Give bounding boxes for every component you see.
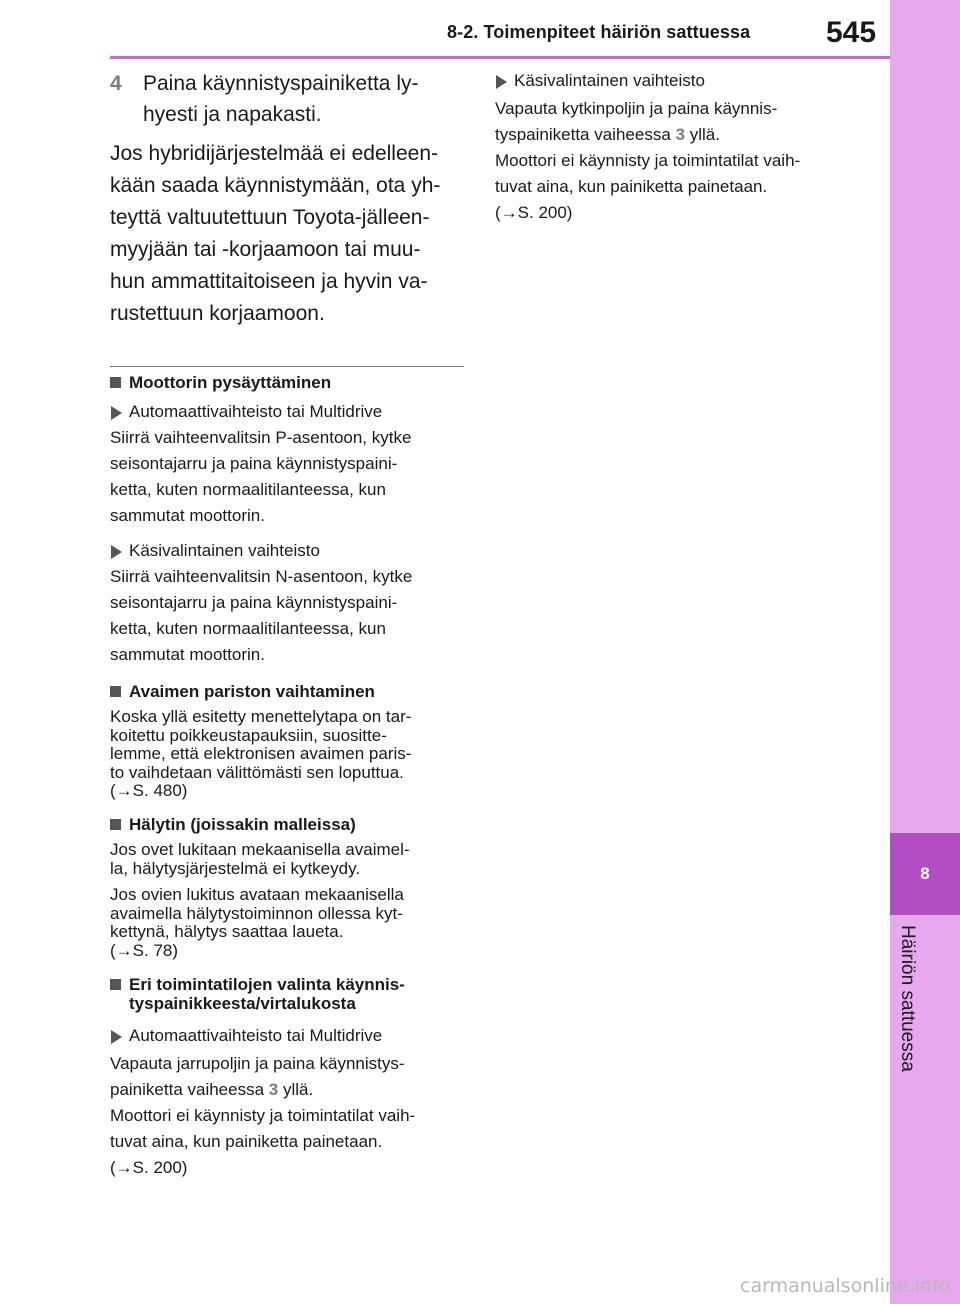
chapter-side-tab (890, 0, 960, 1304)
subheading-manual (495, 68, 855, 94)
intro-paragraph: Jos hybridijärjestelmää ei edelleen- kään saada käynnistymään, ota yh- teyttä valtuutettuun Toyota-jälleen- myyjään tai -korjaamoon tai muu- hun ammattitaitoiseen ja hyvin va- rustettuun korjaamoon. (110, 142, 441, 325)
paragraph-manual-stop: Siirrä vaihteenvalitsin N-asentoon, kytke seisontajarru ja paina käynnistyspaini- ketta, kuten normaalitilanteessa, kun sammutat moottorin. (110, 567, 413, 664)
left-column (110, 68, 464, 1189)
paragraph-power-modes-manual (495, 96, 855, 226)
step-reference: 3 (675, 125, 685, 144)
section-divider (110, 366, 464, 367)
step-4 (110, 68, 464, 130)
heading-alarm (110, 815, 464, 835)
chapter-title: Häiriön sattuessa (897, 925, 918, 1072)
heading-text: Hälytin (joissakin malleissa) (129, 814, 356, 834)
subheading-automatic (110, 1023, 464, 1049)
triangle-bullet-icon (111, 406, 122, 420)
text-part: yllä. Moottori ei käynnisty ja toimintatilat vaih- tuvat aina, kun painiketta painetaan. (→S. 200) (110, 1079, 416, 1177)
heading-key-battery (110, 682, 464, 702)
step-text: Paina käynnistyspainiketta ly- hyesti ja napakasti. (143, 72, 419, 126)
heading-text: Eri toimintatilojen valinta käynnis- tyspainikkeesta/virtalukosta (129, 974, 405, 1013)
text-part: Vapauta jarrupoljin ja paina käynnistys- painiketta vaiheessa (110, 1053, 405, 1099)
step-number: 4 (110, 72, 122, 95)
text-part: Vapauta kytkinpoljin ja paina käynnis- tyspainiketta vaiheessa (495, 99, 778, 144)
subheading-manual (110, 538, 464, 564)
subheading-text: Käsivalintainen vaihteisto (514, 71, 705, 90)
triangle-bullet-icon (111, 545, 122, 559)
step-reference: 3 (268, 1079, 279, 1099)
square-bullet-icon (110, 686, 121, 697)
subheading-text: Käsivalintainen vaihteisto (129, 541, 320, 560)
heading-stopping-engine (110, 373, 464, 393)
paragraph-alarm-2: Jos ovien lukitus avataan mekaanisella avaimella hälytystoiminnon ollessa kyt- kettynä, hälytys saattaa laueta. (→S. 78) (110, 885, 404, 960)
watermark: carmanualsonline.info (740, 1275, 951, 1297)
paragraph-automatic-stop: Siirrä vaihteenvalitsin P-asentoon, kytke seisontajarru ja paina käynnistyspaini- ketta, kuten normaalitilanteessa, kun sammutat moottorin. (110, 428, 412, 525)
header-rule (110, 56, 890, 59)
right-column (495, 68, 855, 234)
square-bullet-icon (110, 819, 121, 830)
subheading-text: Automaattivaihteisto tai Multidrive (129, 1025, 383, 1045)
heading-power-modes (110, 975, 464, 1013)
paragraph-power-modes-automatic (110, 1051, 464, 1181)
page-number: 545 (826, 16, 877, 49)
square-bullet-icon (110, 377, 121, 388)
chapter-number: 8 (890, 833, 960, 915)
heading-text: Moottorin pysäyttäminen (129, 373, 332, 392)
section-title: 8-2. Toimenpiteet häiriön sattuessa (447, 22, 751, 42)
subheading-automatic (110, 399, 464, 425)
triangle-bullet-icon (496, 75, 507, 89)
heading-text: Avaimen pariston vaihtaminen (129, 682, 375, 701)
square-bullet-icon (110, 979, 121, 990)
triangle-bullet-icon (111, 1030, 122, 1044)
text-part: yllä. Moottori ei käynnisty ja toimintatilat vaih- tuvat aina, kun painiketta painetaan. (→S. 200) (495, 125, 801, 222)
subheading-text: Automaattivaihteisto tai Multidrive (129, 402, 383, 421)
paragraph-key-battery: Koska yllä esitetty menettelytapa on tar- koitettu poikkeustapauksiin, suositte- lemme, että elektronisen avaimen paris- to vaihdetaan välittömästi sen loputtua. (→S. 480) (110, 707, 412, 801)
paragraph-alarm-1: Jos ovet lukitaan mekaanisella avaimel- la, hälytysjärjestelmä ei kytkeydy. (110, 839, 410, 878)
